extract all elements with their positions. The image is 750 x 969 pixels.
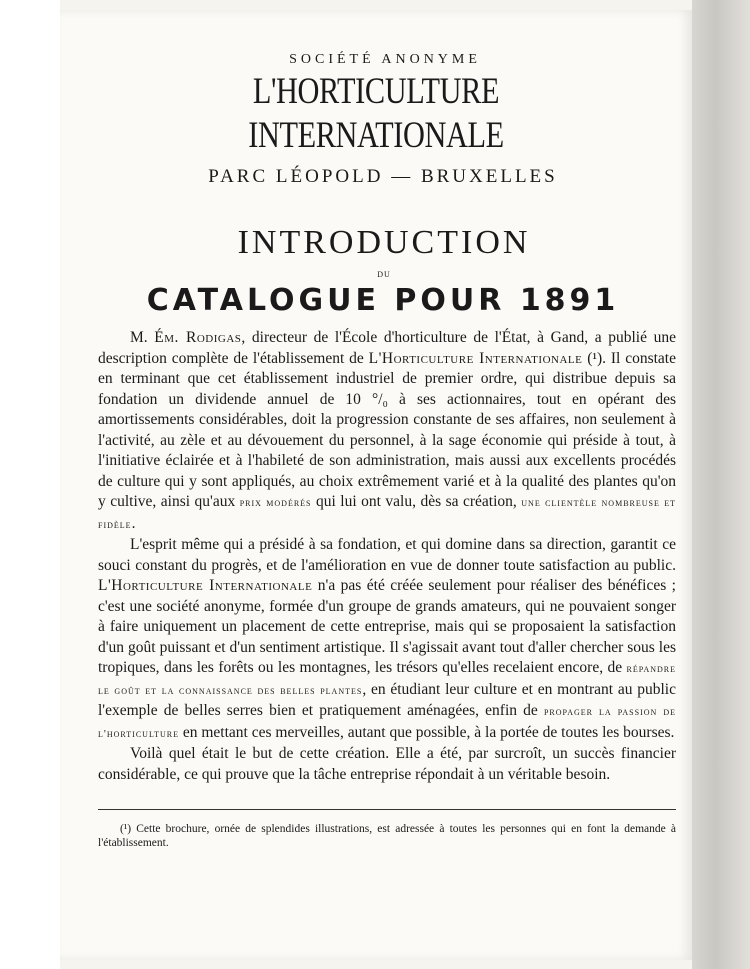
scan-margin-left bbox=[0, 0, 60, 969]
company-title: L'HORTICULTURE INTERNATIONALE bbox=[248, 71, 504, 156]
societe-anonyme-label: SOCIÉTÉ ANONYME bbox=[289, 52, 481, 67]
p1-text-b: , directeur de l'École d'horticulture de l'État, à Gand, a publié une description complète de l'établissement de bbox=[98, 329, 676, 367]
paragraph-2 bbox=[98, 535, 676, 744]
p2-text-d: en mettant ces merveilles, autant que possible, à la portée de toutes les bourses. bbox=[178, 723, 675, 741]
p2-text-c: , en étudiant leur culture et en montrant au public l'exemple de belles serres bien et pratiquement aménagées, enfin de bbox=[98, 680, 676, 719]
main-text bbox=[98, 328, 676, 785]
propager-phrase: propager la passion de l'horticulture bbox=[98, 706, 676, 740]
prix-moderes: prix modérés bbox=[239, 497, 312, 509]
p1-text-d: qui lui ont valu, dès sa création, bbox=[311, 493, 522, 510]
footnote: (¹) Cette brochure, ornée de splendides illustrations, est adressée à toutes les personnes qui en font la demande à l'établissement. bbox=[98, 823, 676, 849]
scan-margin-right bbox=[692, 0, 750, 969]
document-body bbox=[98, 52, 685, 850]
company-address: PARC LÉOPOLD — BRUXELLES bbox=[208, 166, 558, 187]
repandre-phrase: répandre le goût et la connaissance des belles plantes bbox=[98, 663, 676, 697]
p1-text-a: M. bbox=[130, 329, 155, 346]
catalogue-heading: CATALOGUE POUR 1891 bbox=[146, 283, 620, 318]
paragraph-3: Voilà quel était le but de cette création. Elle a été, par surcroît, un succès financier considérable, ce qui prouve que la tâche entreprise répondait à un véritable besoin. bbox=[98, 745, 676, 783]
p2-house-name: L'Horticulture Internationale bbox=[98, 577, 313, 594]
author-name: Ém. Rodigas bbox=[154, 329, 242, 346]
p2-text-b: n'a pas été créée seulement pour réaliser des bénéfices ; c'est une société anonyme, formée d'un groupe de grands amateurs, qui ne pouvaient songer à faire uniquement un placement de cette entreprise, mais qui se proposaient la satisfaction d'un goût puissant et d'un sentiment artistique. Il s'agissait avant tout d'aller chercher sous les tropiques, dans les forêts ou les montagnes, les trésors qu'elles recelaient encore, de bbox=[98, 577, 676, 676]
clientele-phrase: une clientèle nombreuse et fidèle bbox=[98, 497, 676, 531]
p2-text-a: L'esprit même qui a présidé à sa fondation, et qui domine dans sa direction, garantit ce souci constant du progrès, et de l'amélioration en vue de donner toute satisfaction au public. bbox=[98, 536, 676, 574]
footnote-divider bbox=[98, 809, 676, 810]
p1-text-e: . bbox=[131, 514, 136, 532]
p1-text-c: Il constate en terminant que cet établissement industriel de premier ordre, qui distribue depuis sa fondation un dividende annuel de 10 °/₀ à ses actionnaires, tout en opérant des amortissements considérables, doit la progression constante de ses affaires, non seulement à l'activité, au zèle et au dévouement du personnel, à la sage économie qui préside à tout, à l'initiative éclairée et à l'habileté de son administration, mais aussi aux excellents procédés de culture qui y sont appliqués, au choix extrêmement varié et à la qualité des plantes qu'on y cultive, ainsi qu'aux bbox=[98, 349, 676, 510]
du-label: DU bbox=[377, 270, 391, 279]
p1-house-name: L'Horticulture Internationale bbox=[368, 349, 583, 367]
paragraph-1 bbox=[98, 328, 676, 535]
introduction-heading: INTRODUCTION bbox=[237, 224, 531, 261]
footnote-reference: (¹). bbox=[582, 349, 611, 367]
